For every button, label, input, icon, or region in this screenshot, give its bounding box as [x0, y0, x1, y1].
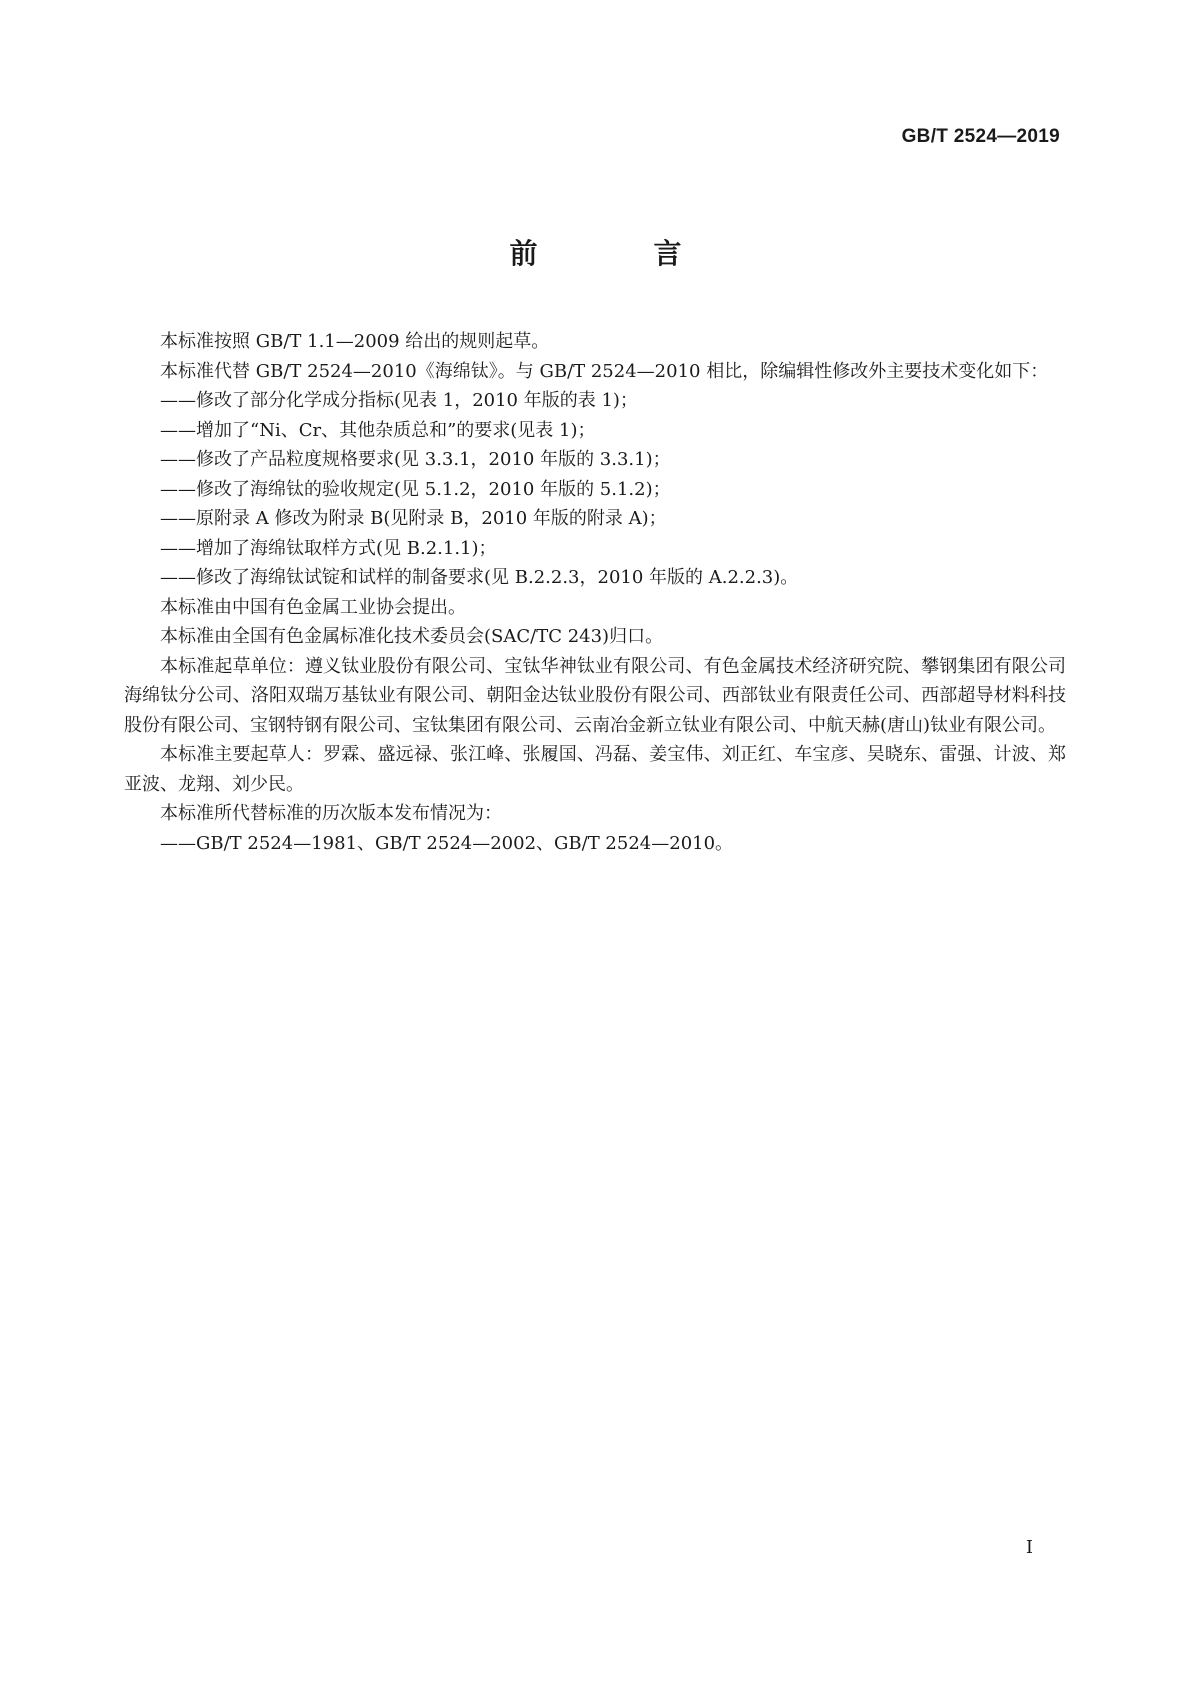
document-body — [124, 327, 1066, 858]
paragraph: 本标准主要起草人：罗霖、盛远禄、张江峰、张履国、冯磊、姜宝伟、刘正红、车宝彦、吴晓东、雷强、计波、郑亚波、龙翔、刘少民。 — [124, 744, 1066, 795]
paragraph: 本标准所代替标准的历次版本发布情况为： — [160, 803, 502, 824]
paragraph: 本标准起草单位：遵义钛业股份有限公司、宝钛华神钛业有限公司、有色金属技术经济研究院、攀钢集团有限公司海绵钛分公司、洛阳双瑞万基钛业有限公司、朝阳金达钛业股份有限公司、西部钛业有限责任公司、西部超导材料科技股份有限公司、宝钢特钢有限公司、宝钛集团有限公司、云南冶金新立钛业有限公司、中航天赫(唐山)钛业有限公司。 — [124, 655, 1066, 736]
list-item: ——修改了海绵钛试锭和试样的制备要求(见 B.2.2.3，2010 年版的 A.2.2.3)。 — [160, 567, 799, 588]
list-item: ——修改了部分化学成分指标(见表 1，2010 年版的表 1)； — [160, 390, 638, 411]
paragraph: 本标准由全国有色金属标准化技术委员会(SAC/TC 243)归口。 — [160, 626, 664, 647]
page-number: I — [1025, 1537, 1033, 1558]
paragraph: 本标准按照 GB/T 1.1—2009 给出的规则起草。 — [160, 331, 550, 352]
list-item: ——GB/T 2524—1981、GB/T 2524—2002、GB/T 2524—2010。 — [160, 832, 734, 854]
paragraph: 本标准代替 GB/T 2524—2010《海绵钛》。与 GB/T 2524—2010 相比，除编辑性修改外主要技术变化如下： — [160, 360, 1049, 382]
list-item: ——原附录 A 修改为附录 B(见附录 B，2010 年版的附录 A)； — [160, 508, 667, 529]
list-item: ——增加了海绵钛取样方式(见 B.2.1.1)； — [160, 537, 497, 559]
list-item: ——增加了“Ni、Cr、其他杂质总和”的要求(见表 1)； — [160, 419, 596, 441]
standard-code: GB/T 2524—2019 — [901, 126, 1060, 147]
list-item: ——修改了海绵钛的验收规定(见 5.1.2，2010 年版的 5.1.2)； — [160, 478, 671, 500]
paragraph: 本标准由中国有色金属工业协会提出。 — [160, 596, 466, 618]
list-item: ——修改了产品粒度规格要求(见 3.3.1，2010 年版的 3.3.1)； — [160, 449, 671, 470]
page-title: 前 言 — [509, 237, 726, 270]
